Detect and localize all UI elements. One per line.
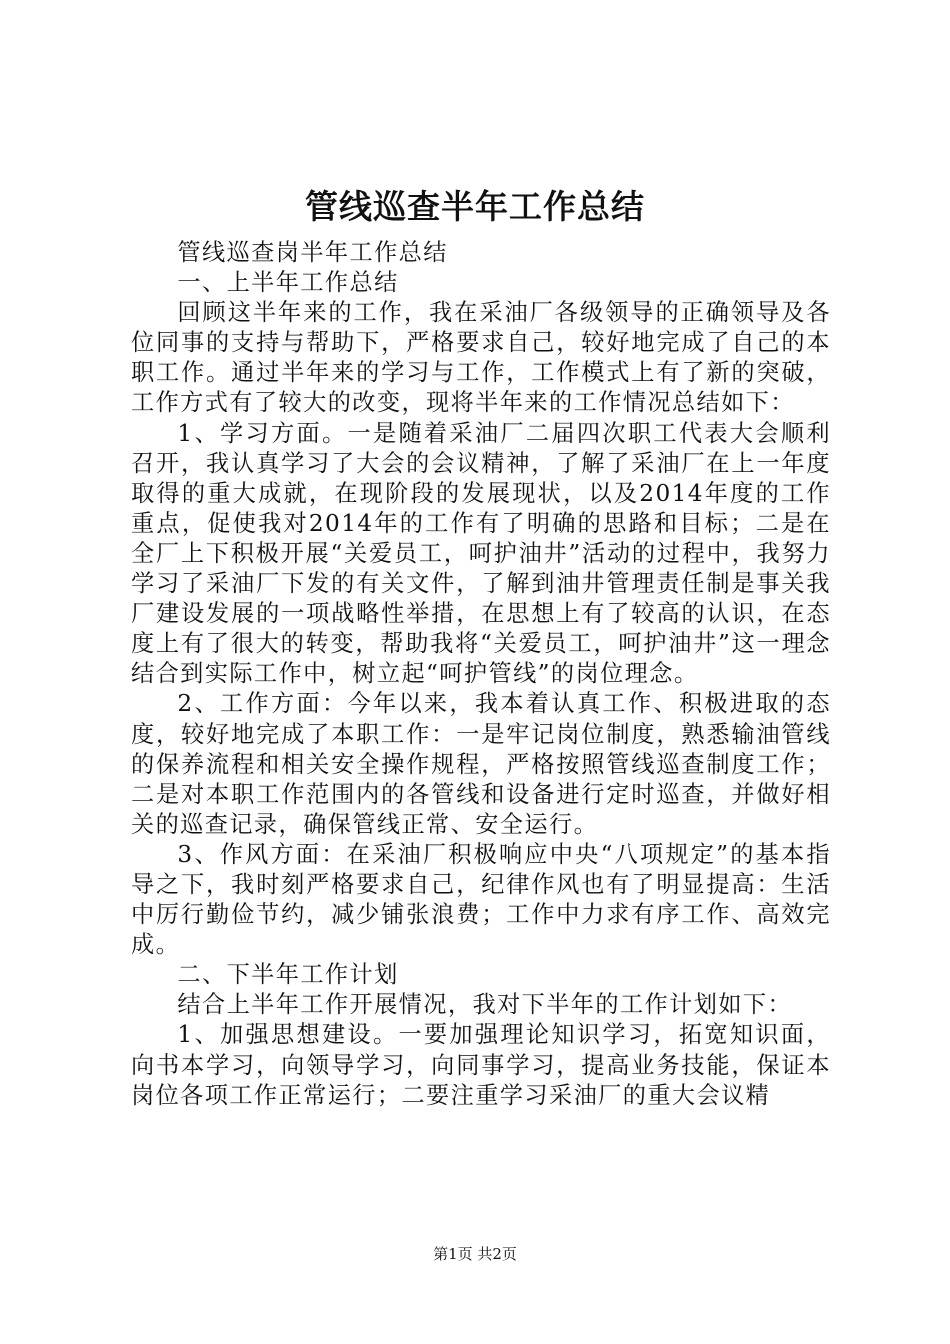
section-heading-second-half: 二、下半年工作计划 [177, 961, 399, 989]
subtitle-paragraph: 管线巡查岗半年工作总结 [177, 239, 448, 266]
document-title: 管线巡查半年工作总结 [305, 187, 645, 226]
work-paragraph: 2、工作方面：今年以来，我本着认真工作、积极进取的态度，较好地完成了本职工作：一是牢记岗位制度，熟悉输油管线的保养流程和相关安全操作规程，严格按照管线巡查制度工作；二是对本职工作范围内的各管线和设备进行定时巡查，并做好相关的巡查记录，确保管线正常、安全运行。 [131, 690, 831, 838]
study-paragraph: 1、学习方面。一是随着采油厂二届四次职工代表大会顺利召开，我认真学习了大会的会议精神，了解了采油厂在上一年度取得的重大成就，在现阶段的发展现状，以及2014年度的工作重点，促使我对2014年的工作有了明确的思路和目标；二是在全厂上下积极开展“关爱员工，呵护油井”活动的过程中，我努力学习了采油厂下发的有关文件，了解到油井管理责任制是事关我厂建设发展的一项战略性举措，在思想上有了较高的认识，在态度上有了很大的转变，帮助我将“关爱员工，呵护油井”这一理念结合到实际工作中，树立起“呵护管线”的岗位理念。 [131, 419, 831, 688]
review-paragraph: 回顾这半年来的工作，我在采油厂各级领导的正确领导及各位同事的支持与帮助下，严格要求自己，较好地完成了自己的本职工作。通过半年来的学习与工作，工作模式上有了新的突破，工作方式有了较大的改变，现将半年来的工作情况总结如下： [131, 299, 831, 417]
section-heading-first-half: 一、上半年工作总结 [177, 269, 399, 297]
page-footer: 第1页 共2页 [433, 1245, 517, 1263]
document-body [131, 238, 831, 1111]
plan-intro-paragraph: 结合上半年工作开展情况，我对下半年的工作计划如下： [177, 991, 793, 1019]
plan-item-paragraph: 1、加强思想建设。一要加强理论知识学习，拓宽知识面，向书本学习，向领导学习，向同事学习，提高业务技能，保证本岗位各项工作正常运行；二要注重学习采油厂的重大会议精 [131, 1021, 831, 1109]
style-paragraph: 3、作风方面：在采油厂积极响应中央“八项规定”的基本指导之下，我时刻严格要求自己，纪律作风也有了明显提高：生活中厉行勤俭节约，减少铺张浪费；工作中力求有序工作、高效完成。 [131, 840, 831, 959]
